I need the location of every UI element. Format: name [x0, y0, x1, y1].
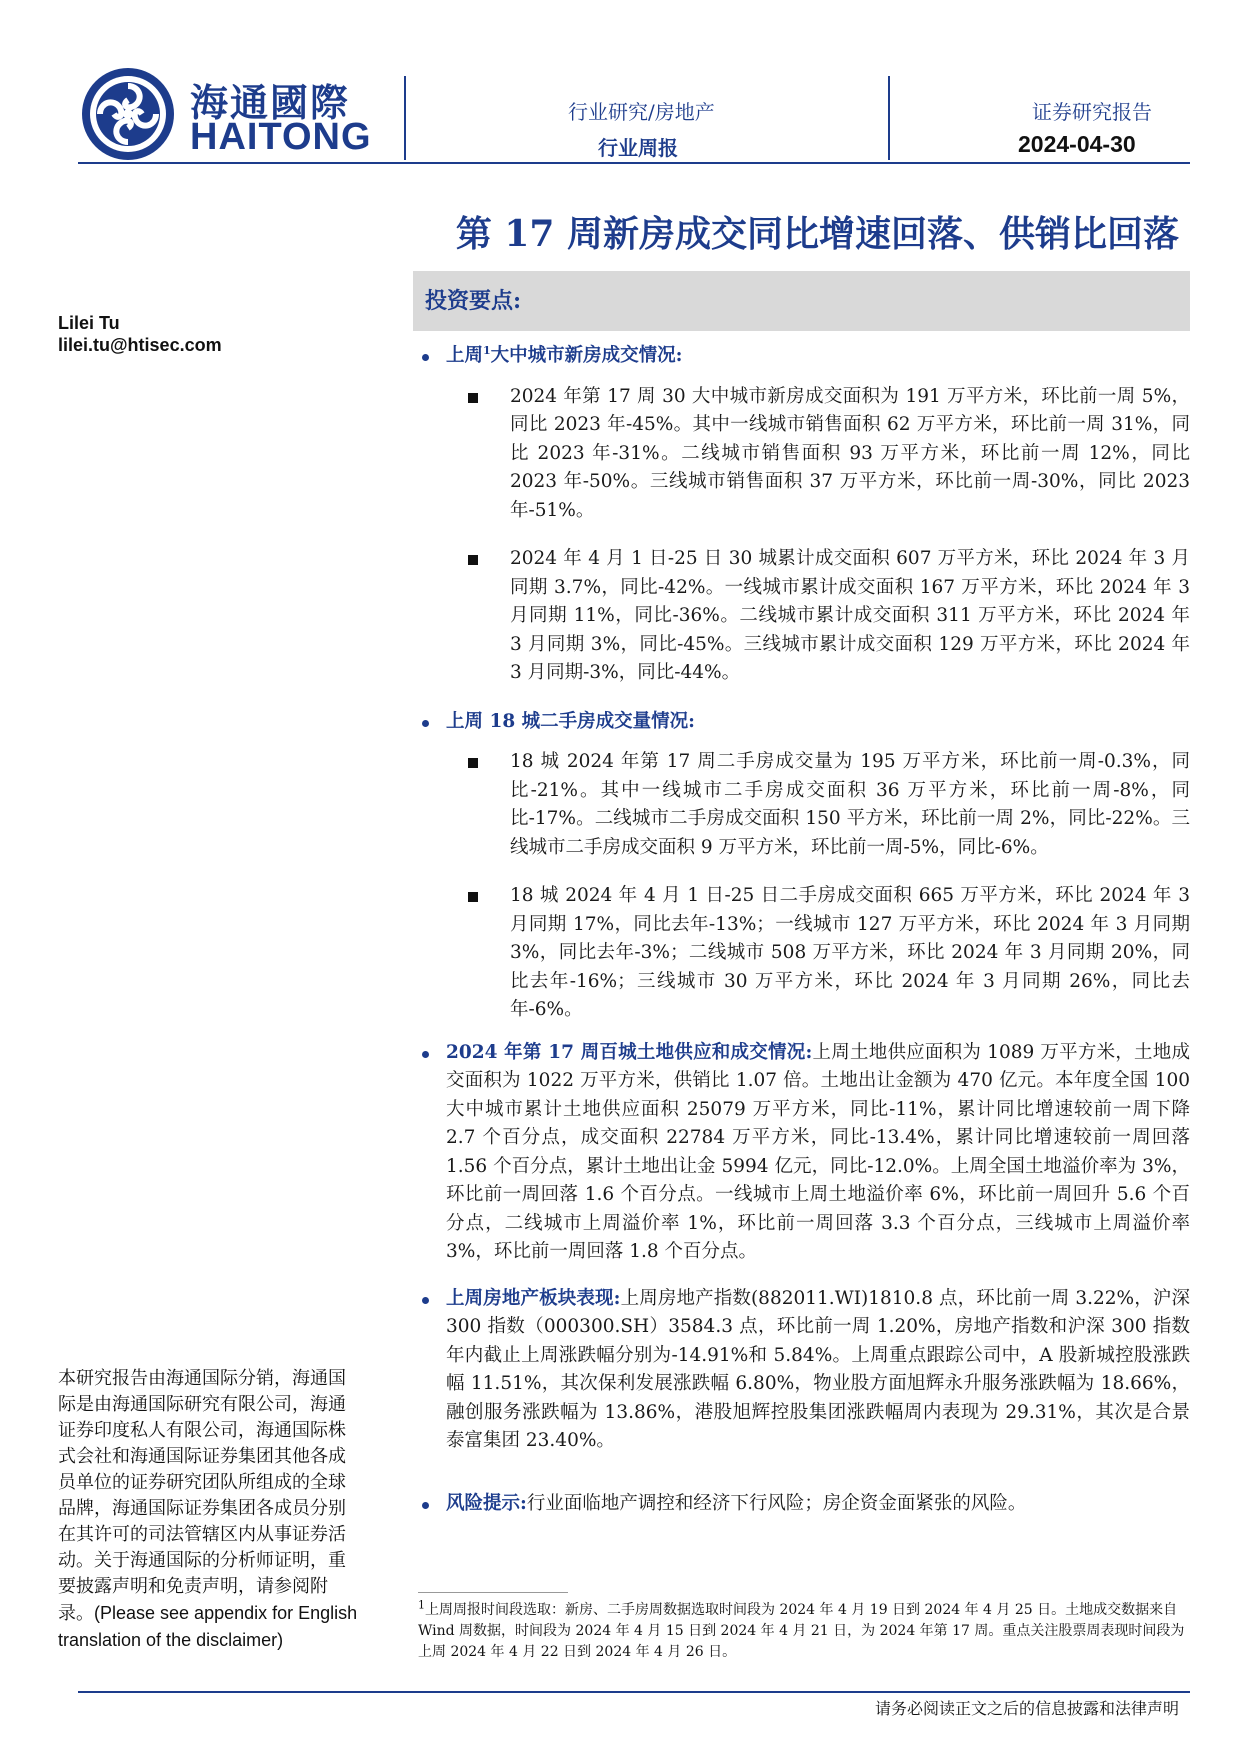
sub-point [418, 383, 1190, 526]
sub-point [418, 882, 1190, 1025]
bullet-text: 上周房地产指数(882011.WI)1810.8 点，环比前一周 3.22%，沪深 300 指数（000300.SH）3584.3 点，环比前一周 1.20%，房地产指数和沪深 300 指数年内截止上周涨跌幅分别为-14.91%和 5.84%。上周重点跟踪公司中，A 股新城控股涨跌幅 11.51%，其次保利发展涨跌幅 6.80%，物业股方面旭辉永升服务涨跌幅为 18.66%，融创服务涨跌幅为 13.86%，港股旭辉控股集团涨跌幅周内表现为 29.31%，其次是合景泰富集团 23.40%。 [446, 1287, 1190, 1451]
author-block [58, 312, 222, 356]
logo-text-cn: 海通國際 [190, 81, 351, 125]
bullet-sector [418, 1285, 1190, 1456]
bullet-heading: 上周房地产板块表现: [446, 1287, 621, 1309]
footnote-text: 上周周报时间段选取：新房、二手房周数据选取时间段为 2024 年 4 月 19 日到 2024 年 4 月 25 日。土地成交数据来自 Wind 周数据，时间段为 2024 年 4 月 15 日到 2024 年 4 月 21 日，为 2024 年第 17 周。重点关注股票周表现时间段为上周 2024 年 4 月 22 日到 2024 年 4 月 26 日。 [418, 1602, 1185, 1660]
key-points [418, 342, 1190, 1526]
author-email[interactable]: lilei.tu@htisec.com [58, 335, 222, 355]
bullet-heading: 2024 年第 17 周百城土地供应和成交情况: [446, 1041, 813, 1063]
sub-point-text: 18 城 2024 年 4 月 1 日-25 日二手房成交面积 665 万平方米，环比 2024 年 3 月同期 17%，同比去年-13%；一线城市 127 万平方米，环比 2024 年 3 月同期 3%，同比去年-3%；二线城市 508 万平方米，环比 2024 年 3 月同期 20%，同比去年-16%；三线城市 30 万平方米，环比 2024 年 3 月同期 26%，同比去年-6%。 [510, 885, 1190, 1020]
sub-point [418, 748, 1190, 862]
footer-notice: 请务必阅读正文之后的信息披露和法律声明 [874, 1699, 1179, 1718]
header-rule [78, 162, 1190, 164]
sub-point-text: 2024 年 4 月 1 日-25 日 30 城累计成交面积 607 万平方米，环比 2024 年 3 月同期 3.7%，同比-42%。一线城市累计成交面积 167 万平方米，环比 2024 年 3 月同期 11%，同比-36%。二线城市累计成交面积 311 万平方米，环比 2024 年 3 月同期 3%，同比-45%。三线城市累计成交面积 129 万平方米，环比 2024 年 3 月同期-3%，同比-44%。 [510, 548, 1190, 683]
footer-rule [78, 1691, 1190, 1693]
bullet-heading: 上周 18 城二手房成交量情况: [446, 710, 695, 732]
report-category: 行业研究/房地产 [568, 100, 715, 124]
bullet-land [418, 1039, 1190, 1267]
square-bullet-icon [468, 892, 478, 902]
page-title: 第 17 周新房成交同比增速回落、供销比回落 [455, 213, 1179, 255]
logo-text-en: HAITONG [190, 116, 372, 158]
report-type: 证券研究报告 [1032, 100, 1152, 124]
footnote-rule [418, 1592, 568, 1593]
square-bullet-icon [468, 393, 478, 403]
bullet-heading: 风险提示: [446, 1492, 527, 1514]
report-kind: 行业周报 [598, 136, 678, 160]
bullet-dot-icon [422, 1502, 429, 1509]
disclaimer-sidebar [58, 1366, 360, 1654]
bullet-dot-icon [422, 354, 429, 361]
bullet-new-home [418, 342, 1190, 371]
bullet-dot-icon [422, 1051, 429, 1058]
bullet-text: 行业面临地产调控和经济下行风险；房企资金面紧张的风险。 [526, 1492, 1027, 1514]
disclaimer-en: (Please see appendix for English translation of the disclaimer) [58, 1603, 358, 1650]
footnote-ref[interactable]: 1 [483, 343, 491, 357]
report-date: 2024-04-30 [1018, 131, 1136, 157]
bullet-dot-icon [422, 1297, 429, 1304]
bullet-text: 上周土地供应面积为 1089 万平方米，土地成交面积为 1022 万平方米，供销比 1.07 倍。土地出让金额为 470 亿元。本年度全国 100 大中城市累计土地供应面积 25079 万平方米，同比-11%，累计同比增速较前一周下降 2.7 个百分点，成交面积 22784 万平方米，同比-13.4%，累计同比增速较前一周回落 1.56 个百分点，累计土地出让金 5994 亿元，同比-12.0%。上周全国土地溢价率为 3%，环比前一周回落 1.6 个百分点。一线城市上周土地溢价率 6%，环比前一周回升 5.6 个百分点，二线城市上周溢价率 1%，环比前一周回落 3.3 个百分点，三线城市上周溢价率 3%，环比前一周回落 1.8 个百分点。 [446, 1041, 1190, 1262]
bullet-heading: 上周$^1$大中城市新房成交情况: [446, 343, 683, 366]
bullet-second-hand [418, 708, 1190, 737]
bullet-risk [418, 1490, 1190, 1519]
sub-point [418, 545, 1190, 688]
author-name: Lilei Tu [58, 313, 120, 333]
section-title: 投资要点: [425, 288, 522, 314]
header-divider [404, 76, 406, 160]
bullet-dot-icon [422, 720, 429, 727]
square-bullet-icon [468, 758, 478, 768]
header-divider [888, 76, 890, 160]
sub-point-text: 2024 年第 17 周 30 大中城市新房成交面积为 191 万平方米，环比前一周 5%，同比 2023 年-45%。其中一线城市销售面积 62 万平方米，环比前一周 31%，同比 2023 年-31%。二线城市销售面积 93 万平方米，环比前一周 12%，同比 2023 年-50%。三线城市销售面积 37 万平方米，环比前一周-30%，同比 2023 年-51%。 [510, 385, 1190, 521]
haitong-logo-icon [78, 64, 178, 164]
footnote [418, 1600, 1190, 1663]
sub-point-text: 18 城 2024 年第 17 周二手房成交量为 195 万平方米，环比前一周-0.3%，同比-21%。其中一线城市二手房成交面积 36 万平方米，环比前一周-8%，同比-17%。二线城市二手房成交面积 150 平方米，环比前一周 2%，同比-22%。三线城市二手房成交面积 9 万平方米，环比前一周-5%，同比-6%。 [510, 751, 1190, 858]
footnote-marker: 1 [418, 1598, 425, 1612]
section-header [413, 271, 1190, 331]
haitong-logo [78, 64, 378, 164]
disclaimer-cn: 本研究报告由海通国际分销，海通国际是由海通国际研究有限公司，海通证券印度私人有限公司，海通国际株式会社和海通国际证券集团其他各成员单位的证券研究团队所组成的全球品牌，海通国际证券集团各成员分别在其许可的司法管辖区内从事证券活动。关于海通国际的分析师证明，重要披露声明和免责声明，请参阅附录。 [58, 1368, 346, 1624]
square-bullet-icon [468, 555, 478, 565]
